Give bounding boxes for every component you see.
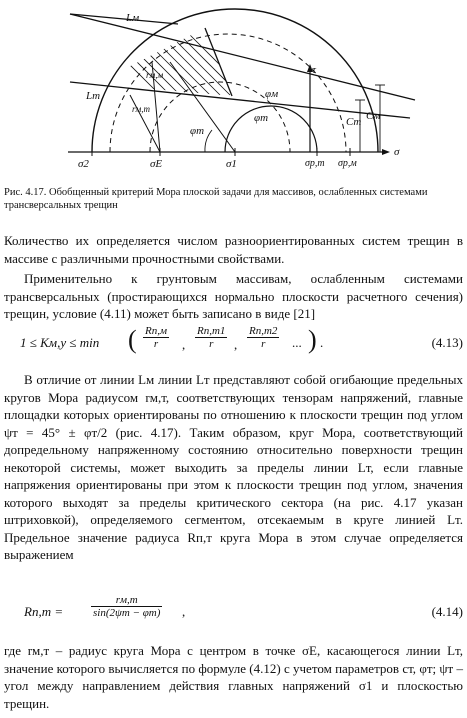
label-sigma-pT: σр,т bbox=[305, 158, 325, 169]
paragraph-4: где rм,т – радиус круга Мора с центром в точке σE, касающегося линии Lт, значение которого вычисляется по формуле (4.12) с учетом параметров cт, φт; ψт – угол между направлением действия главных напряжений σ1 и плоскостью трещин. bbox=[4, 643, 463, 711]
label-sigma-pM: σр,м bbox=[338, 158, 357, 169]
label-phiT-2: φт bbox=[190, 125, 205, 137]
mohr-circle-small bbox=[225, 106, 317, 152]
eq413-frac-3: Rп,т2 r bbox=[249, 325, 278, 350]
label-sigma1: σ1 bbox=[226, 158, 237, 170]
eq413-number: (4.13) bbox=[431, 335, 463, 350]
label-phiT: φт bbox=[254, 112, 269, 124]
eq413-frac-2: Rп,т1 r bbox=[197, 325, 226, 350]
label-sigmaE: σE bbox=[150, 158, 163, 170]
equation-4-14: Rп,т = rм,т sin(2ψт − φт) , (4.14) bbox=[24, 594, 463, 619]
eq413-frac-1: Rп,м r bbox=[145, 325, 167, 350]
label-rmM: rм,м bbox=[146, 70, 164, 80]
equation-4-13: 1 ≤ Kм,у ≤ min ( Rп,м r , Rп,т1 r , Rп,т2 r ... ) . (4.13) bbox=[20, 325, 463, 354]
label-LM: Lм bbox=[126, 12, 140, 24]
eq414-lhs: Rп,т = bbox=[24, 604, 64, 619]
label-tau: τ bbox=[312, 64, 316, 76]
label-sigma2: σ2 bbox=[78, 158, 89, 170]
label-phiM: φм bbox=[265, 88, 279, 100]
figure-caption: Рис. 4.17. Обобщенный критерий Мора плоской задачи для массивов, ослабленных системами трансверсальных трещин bbox=[4, 187, 428, 211]
eq413-lhs: 1 ≤ Kм,у ≤ min bbox=[20, 335, 100, 350]
paragraph-1: Количество их определяется числом разноориентированных систем трещин в массиве с различными прочностными свойствами. bbox=[4, 233, 463, 266]
label-CT: Cт bbox=[346, 116, 362, 128]
mohr-criterion-figure bbox=[0, 0, 467, 185]
eq414-frac: rм,т sin(2ψт − φт) bbox=[93, 594, 161, 619]
label-CM: Cм bbox=[366, 110, 381, 122]
label-rmT: rм,т bbox=[132, 104, 150, 114]
label-sigma: σ bbox=[394, 146, 400, 158]
eq414-number: (4.14) bbox=[431, 604, 463, 619]
label-LT: Lт bbox=[86, 90, 101, 102]
paragraph-3: В отличие от линии Lм линии Lт представляют собой огибающие предельных кругов Мора радиусом rм,т, соответствующих тензорам напряжений, главные площадки которых ориентированы по отношению к плоскости трещин под углом ψт = 45° ± φт/2 (рис. 4.17). Таким образом, круг Мора, соответствующий допредельному напряженному состоянию относительно поверхности трещин некоторой системы, может выходить за пределы линии Lт, если главные напряжения ориентированы при этом к плоскости трещин под углом, значения которого выходят за пределы критического сектора (на рис. 4.17 указан штриховкой), определяемого сегментом, отсекаемым в круге линией Lт. Предельное значение радиуса Rп,т круга Мора в этом случае определяется выражением bbox=[4, 372, 463, 562]
paragraph-2: Применительно к грунтовым массивам, ослабленным системами трансверсальных (простирающихся нормально плоскости расчетного сечения) трещин, условие (4.11) может быть записано в виде [21] bbox=[4, 271, 463, 321]
